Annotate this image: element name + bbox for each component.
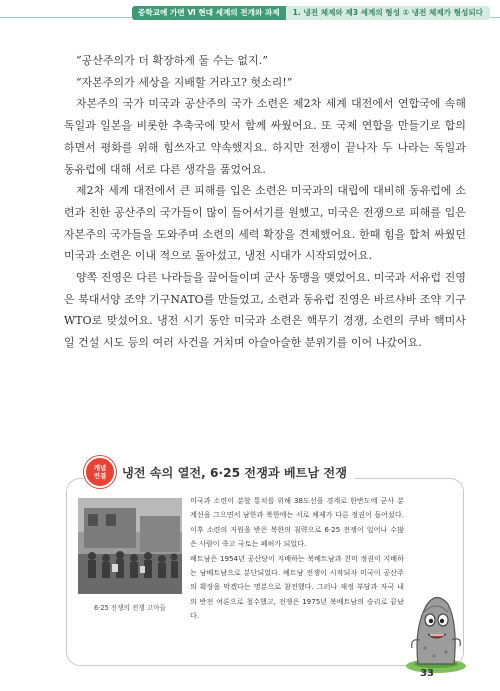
concept-paragraph-1: 미국과 소련이 분할 통치를 위해 38도선을 경계로 한반도에 군사 분계선을 그으면서 남한과 북한에는 서로 체제가 다른 정권이 들어섰다. 이후 소련의 지원을 받은 북한의 침략으로 6·25 전쟁이 일어나 수많은 사람이 죽고 국토는 폐허가 되었다. xyxy=(190,496,404,549)
photo-caption: 6·25 전쟁의 전쟁 고아들 xyxy=(94,604,166,612)
paragraph-2: 제2차 세계 대전에서 큰 피해를 입은 소련은 미국과의 대립에 대비해 동유럽에 소련과 친한 공산주의 국가들이 많이 들어서기를 원했고, 미국은 전쟁으로 피해를 입은 자본주의 국가들을 도와주며 소련의 세력 확장을 견제했어요. 한때 힘을 합쳐 싸웠던 미국과 소련은 이내 적으로 돌아섰고, 냉전 시대가 시작되었어요. xyxy=(64,184,466,263)
quote-2: “자본주의가 세상을 지배할 거라고? 헛소리!” xyxy=(76,75,293,89)
mascot-icon xyxy=(400,582,472,674)
paragraph-1: 자본주의 국가 미국과 공산주의 국가 소련은 제2차 세계 대전에서 연합국에 속해 독일과 일본을 비롯한 추축국에 맞서 함께 싸웠어요. 또 국제 연합을 만들기로 합의하면서 평화를 위해 힘쓰자고 약속했지요. 하지만 전쟁이 끝나자 두 나라는 독일과 동유럽에 대해 서로 다른 생각을 품었어요. xyxy=(64,97,466,176)
concept-badge xyxy=(84,456,116,488)
concept-box-heading: 냉전 속의 열전, 6·25 전쟁과 베트남 전쟁 xyxy=(122,465,347,480)
badge-bottom-label: 연결 xyxy=(93,472,107,480)
header-label xyxy=(132,6,490,20)
page-number: 33 xyxy=(420,668,434,679)
concept-paragraph-2: 베트남은 1954년 공산당이 지배하는 북베트남과 친미 정권이 지배하는 남베트남으로 분단되었다. 베트남 전쟁이 시작되자 미국이 공산주의 확장을 막겠다는 명분으로 참전했다. 그러나 재정 부담과 자국 내의 반전 여론으로 철수했고, 전쟁은 1975년 북베트남의 승리로 끝났다. xyxy=(190,553,404,621)
concept-box-title xyxy=(84,456,355,488)
badge-top-label: 개념 xyxy=(93,464,107,472)
paragraph-3: 양쪽 진영은 다른 나라들을 끌어들이며 군사 동맹을 맺었어요. 미국과 서유럽 진영은 북대서양 조약 기구NATO를 만들었고, 소련과 동유럽 진영은 바르샤바 조약 기구WTO로 맞섰어요. 냉전 시기 동안 미국과 소련은 핵무기 경쟁, 소련의 쿠바 핵미사일 건설 시도 등의 여러 사건을 거치며 아슬아슬한 분위기를 이어 나갔어요. xyxy=(64,271,466,350)
concept-box-text xyxy=(190,494,404,624)
quote-1: “공산주의가 더 확장하게 둘 수는 없지.” xyxy=(76,54,269,67)
header-book-title: 중학교에 가면 Ⅵ 현대 세계의 전개와 과제 xyxy=(132,6,286,20)
war-orphans-photo xyxy=(78,498,182,594)
header-chapter-title: 1. 냉전 체제와 제3 세계의 형성 ① 냉전 체제가 형성되다 xyxy=(286,6,490,20)
body-text xyxy=(64,50,466,354)
running-header xyxy=(0,4,500,24)
